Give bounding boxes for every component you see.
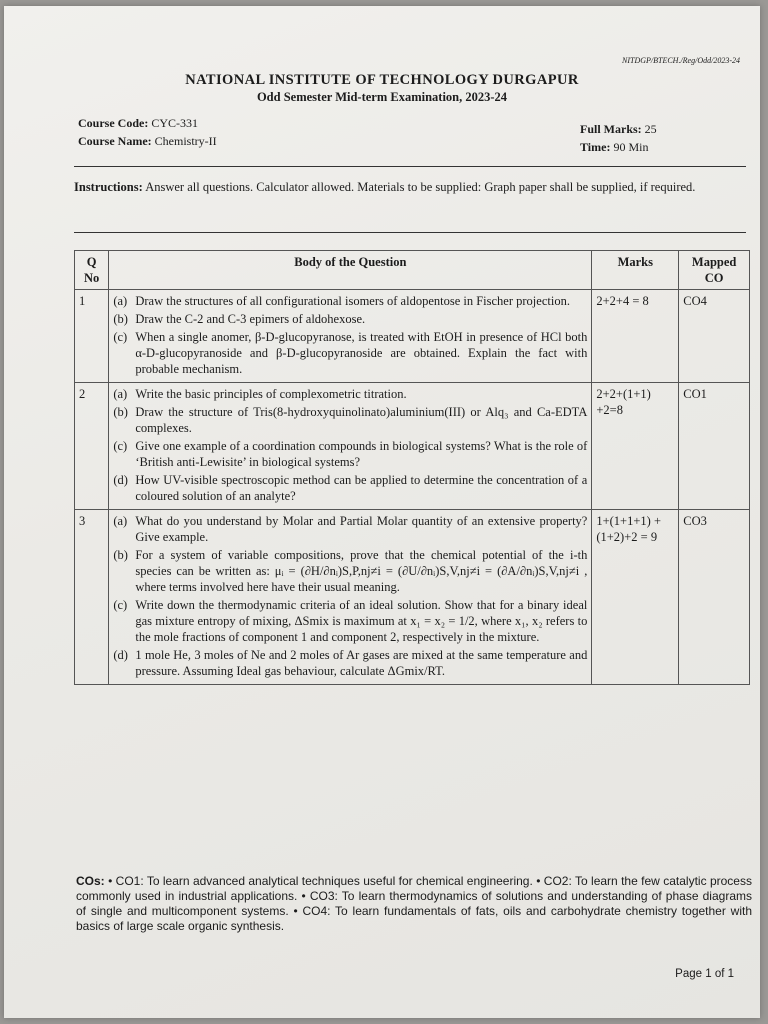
- question-part: (c) When a single anomer, β-D-glucopyranose, is treated with EtOH in presence of HCl both α-D-glucopyranoside and β-D-glucopyranoside are obtained. Explain the fact with probable mechanism.: [113, 330, 588, 376]
- header-co: Mapped CO: [679, 251, 750, 290]
- question-part: (b) For a system of variable compositions, prove that the chemical potential of the i-th species can be written as: μᵢ = (∂H/∂nᵢ)S,P,nj≠i = (∂U/∂nᵢ)S,V,nj≠i = (∂A/∂nᵢ)S,V,nj≠i , where terms involved here have their usual meaning.: [113, 548, 588, 594]
- instructions: Instructions: Answer all questions. Calculator allowed. Materials to be supplied: Graph paper shall be supplied, if required.: [74, 180, 696, 194]
- question-marks: 2+2+(1+1) +2=8: [592, 383, 679, 510]
- question-part: (c) Write down the thermodynamic criteria of an ideal solution. Show that for a binary ideal gas mixture entropy of mixing, ΔSmix is maximum at x₁ = x₂ = 1/2, where x₁, x₂ refers to the mole fractions of component 1 and component 2, respectively in the mixture.: [113, 598, 588, 644]
- page-number: Page 1 of 1: [675, 968, 734, 980]
- question-co: CO3: [679, 510, 750, 685]
- table-row: [75, 383, 750, 510]
- exam-paper: [4, 6, 760, 1018]
- question-number: 3: [75, 510, 109, 685]
- question-part: (d) How UV-visible spectroscopic method can be applied to determine the concentration of a coloured solution of an analyte?: [113, 473, 588, 503]
- header-qno: Q No: [75, 251, 109, 290]
- question-part: (b) Draw the structure of Tris(8-hydroxyquinolinato)aluminium(III) or Alq₃ and Ca-EDTA complexes.: [113, 405, 588, 435]
- question-marks: 1+(1+1+1) + (1+2)+2 = 9: [592, 510, 679, 685]
- divider-top: [74, 166, 746, 167]
- question-body: [109, 290, 592, 383]
- exam-title: Odd Semester Mid-term Examination, 2023-24: [256, 90, 508, 104]
- question-number: 2: [75, 383, 109, 510]
- question-part: (a) Draw the structures of all configurational isomers of aldopentose in Fischer projection.: [113, 294, 570, 308]
- question-part: (d) 1 mole He, 3 moles of Ne and 2 moles of Ar gases are mixed at the same temperature and pressure. Assuming Ideal gas behaviour, calculate ΔGmix/RT.: [113, 648, 588, 678]
- course-outcomes: COs: • CO1: To learn advanced analytical techniques useful for chemical engineering. • CO2: To learn the few catalytic process commonly used in industrial applications. • CO3: To learn thermodynamics of solutions and understanding of phase diagrams of single and multicomponent systems. • CO4: To learn fundamentals of fats, oils and carbohydrate chemistry together with basics of large scale organic synthesis.: [76, 874, 752, 933]
- question-part: (c) Give one example of a coordination compounds in biological systems? What is the role of ‘British anti-Lewisite’ in biological systems?: [113, 439, 588, 469]
- question-table: [74, 250, 750, 685]
- question-co: CO1: [679, 383, 750, 510]
- exam-time: Time: 90 Min: [580, 140, 649, 154]
- table-header-row: [75, 251, 750, 290]
- question-number: 1: [75, 290, 109, 383]
- header-body: Body of the Question: [109, 251, 592, 290]
- question-part: (a) Write the basic principles of complexometric titration.: [113, 387, 407, 401]
- divider-mid: [74, 232, 746, 233]
- question-body: [109, 383, 592, 510]
- question-part: (b) Draw the C-2 and C-3 epimers of aldohexose.: [113, 312, 366, 326]
- header-marks: Marks: [592, 251, 679, 290]
- question-co: CO4: [679, 290, 750, 383]
- reference-code: NITDGP/BTECH./Reg/Odd/2023-24: [622, 56, 740, 65]
- course-code: Course Code: CYC-331: [78, 116, 198, 130]
- question-part: (a) What do you understand by Molar and Partial Molar quantity of an extensive property? Give example.: [113, 514, 588, 544]
- full-marks: Full Marks: 25: [580, 122, 657, 136]
- institute-name: NATIONAL INSTITUTE OF TECHNOLOGY DURGAPUR: [185, 72, 579, 88]
- question-body: [109, 510, 592, 685]
- table-row: [75, 290, 750, 383]
- course-name: Course Name: Chemistry-II: [78, 134, 217, 148]
- question-marks: 2+2+4 = 8: [592, 290, 679, 383]
- table-row: [75, 510, 750, 685]
